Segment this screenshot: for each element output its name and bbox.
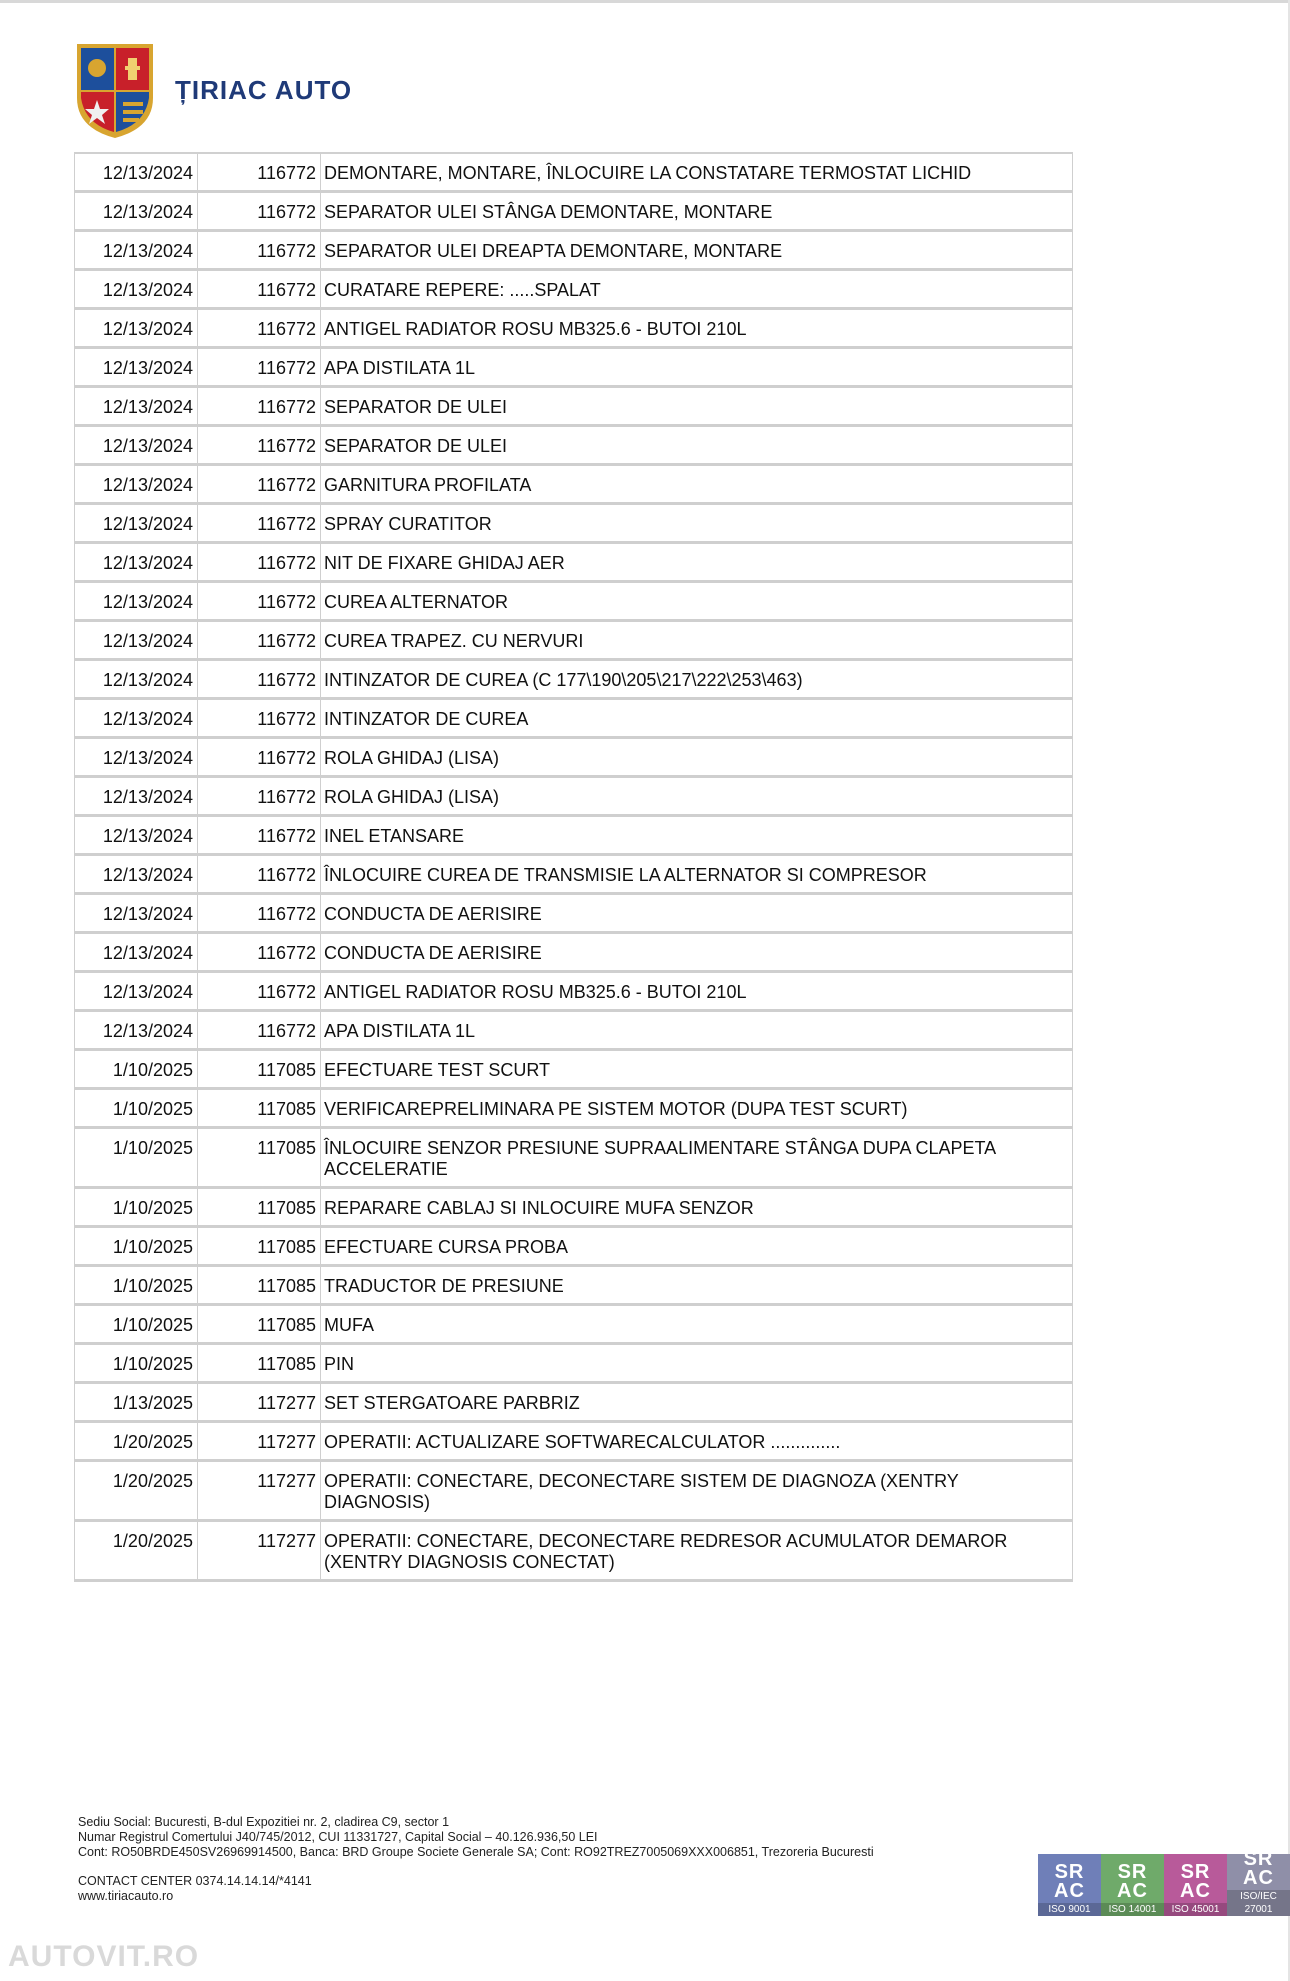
row-order-number: 116772 (198, 739, 321, 778)
row-description: NIT DE FIXARE GHIDAJ AER (321, 544, 1073, 583)
table-row (74, 1189, 1073, 1228)
table-row (74, 152, 1073, 193)
row-order-number: 116772 (198, 349, 321, 388)
row-date: 12/13/2024 (74, 466, 198, 505)
row-order-number: 117085 (198, 1306, 321, 1345)
table-row (74, 466, 1073, 505)
row-date: 12/13/2024 (74, 193, 198, 232)
row-order-number: 116772 (198, 310, 321, 349)
row-order-number: 116772 (198, 232, 321, 271)
table-row (74, 700, 1073, 739)
table-row (74, 271, 1073, 310)
footer (78, 1815, 874, 1904)
cert-iso-text: ISO/IEC 27001 (1227, 1890, 1290, 1916)
row-date: 12/13/2024 (74, 739, 198, 778)
row-description: GARNITURA PROFILATA (321, 466, 1073, 505)
table-row (74, 232, 1073, 271)
row-date: 1/10/2025 (74, 1189, 198, 1228)
row-description: CUREA ALTERNATOR (321, 583, 1073, 622)
row-date: 12/13/2024 (74, 232, 198, 271)
cert-sr-text: SR (1243, 1848, 1274, 1870)
table-row (74, 1384, 1073, 1423)
row-order-number: 117085 (198, 1228, 321, 1267)
row-order-number: 116772 (198, 856, 321, 895)
watermark: AUTOVIT.RO (8, 1940, 200, 1973)
cert-ac-text: AC (1117, 1880, 1148, 1902)
table-row (74, 1306, 1073, 1345)
footer-contact-center: CONTACT CENTER 0374.14.14.14/*4141 (78, 1874, 312, 1888)
table-row (74, 1345, 1073, 1384)
row-description: APA DISTILATA 1L (321, 1012, 1073, 1051)
cert-iso-text: ISO 9001 (1038, 1903, 1101, 1916)
row-date: 1/13/2025 (74, 1384, 198, 1423)
table-row (74, 1462, 1073, 1522)
table-row (74, 895, 1073, 934)
table-row (74, 973, 1073, 1012)
row-date: 12/13/2024 (74, 505, 198, 544)
row-description: EFECTUARE TEST SCURT (321, 1051, 1073, 1090)
certification-badge (1038, 1854, 1101, 1916)
row-date: 12/13/2024 (74, 152, 198, 193)
row-description: DEMONTARE, MONTARE, ÎNLOCUIRE LA CONSTATARE TERMOSTAT LICHID (321, 152, 1073, 193)
table-row (74, 1522, 1073, 1582)
row-date: 12/13/2024 (74, 349, 198, 388)
row-date: 12/13/2024 (74, 661, 198, 700)
row-date: 1/10/2025 (74, 1051, 198, 1090)
row-description: INTINZATOR DE CUREA (321, 700, 1073, 739)
table-row (74, 193, 1073, 232)
row-order-number: 117277 (198, 1522, 321, 1582)
cert-sr-text: SR (1054, 1861, 1085, 1883)
service-items-table (74, 152, 1073, 1582)
table-row (74, 388, 1073, 427)
row-order-number: 116772 (198, 583, 321, 622)
row-order-number: 116772 (198, 934, 321, 973)
row-date: 12/13/2024 (74, 622, 198, 661)
row-order-number: 117085 (198, 1267, 321, 1306)
row-date: 12/13/2024 (74, 583, 198, 622)
row-order-number: 116772 (198, 152, 321, 193)
table-row (74, 427, 1073, 466)
row-date: 1/20/2025 (74, 1462, 198, 1522)
row-date: 12/13/2024 (74, 310, 198, 349)
row-order-number: 116772 (198, 661, 321, 700)
footer-bank-accounts: Cont: RO50BRDE450SV26969914500, Banca: BRD Groupe Societe Generale SA; Cont: RO92TREZ7005069XXX006851, Trezoreria Bucuresti (78, 1845, 874, 1859)
table-row (74, 1012, 1073, 1051)
row-date: 1/10/2025 (74, 1306, 198, 1345)
row-date: 12/13/2024 (74, 1012, 198, 1051)
footer-website[interactable]: www.tiriacauto.ro (78, 1889, 174, 1903)
row-date: 1/20/2025 (74, 1423, 198, 1462)
row-order-number: 117085 (198, 1051, 321, 1090)
row-description: EFECTUARE CURSA PROBA (321, 1228, 1073, 1267)
table-row (74, 505, 1073, 544)
row-description: REPARARE CABLAJ SI INLOCUIRE MUFA SENZOR (321, 1189, 1073, 1228)
row-date: 1/10/2025 (74, 1267, 198, 1306)
row-order-number: 116772 (198, 700, 321, 739)
row-order-number: 116772 (198, 622, 321, 661)
table-row (74, 1090, 1073, 1129)
row-date: 1/20/2025 (74, 1522, 198, 1582)
cert-iso-text: ISO 14001 (1101, 1903, 1164, 1916)
row-order-number: 116772 (198, 466, 321, 505)
cert-ac-text: AC (1054, 1880, 1085, 1902)
table-row (74, 739, 1073, 778)
row-date: 12/13/2024 (74, 817, 198, 856)
header (73, 38, 352, 142)
row-order-number: 116772 (198, 388, 321, 427)
row-date: 12/13/2024 (74, 778, 198, 817)
row-order-number: 117277 (198, 1384, 321, 1423)
table-row (74, 1051, 1073, 1090)
row-order-number: 117085 (198, 1189, 321, 1228)
table-row (74, 1228, 1073, 1267)
row-description: PIN (321, 1345, 1073, 1384)
row-order-number: 116772 (198, 778, 321, 817)
row-description: CONDUCTA DE AERISIRE (321, 934, 1073, 973)
cert-ac-text: AC (1180, 1880, 1211, 1902)
footer-address: Sediu Social: Bucuresti, B-dul Expozitiei nr. 2, cladirea C9, sector 1 (78, 1815, 450, 1829)
row-date: 12/13/2024 (74, 427, 198, 466)
row-description: SPRAY CURATITOR (321, 505, 1073, 544)
row-date: 12/13/2024 (74, 856, 198, 895)
row-description: ÎNLOCUIRE SENZOR PRESIUNE SUPRAALIMENTARE STÂNGA DUPA CLAPETA ACCELERATIE (321, 1129, 1073, 1189)
certification-badge (1164, 1854, 1227, 1916)
row-description: ÎNLOCUIRE CUREA DE TRANSMISIE LA ALTERNATOR SI COMPRESOR (321, 856, 1073, 895)
table-row (74, 778, 1073, 817)
row-date: 12/13/2024 (74, 388, 198, 427)
page-edge (0, 0, 1290, 3)
row-description: APA DISTILATA 1L (321, 349, 1073, 388)
table-row (74, 1423, 1073, 1462)
row-description: OPERATII: ACTUALIZARE SOFTWARECALCULATOR .............. (321, 1423, 1073, 1462)
row-date: 12/13/2024 (74, 700, 198, 739)
table-row (74, 1267, 1073, 1306)
row-description: CUREA TRAPEZ. CU NERVURI (321, 622, 1073, 661)
row-description: TRADUCTOR DE PRESIUNE (321, 1267, 1073, 1306)
row-order-number: 117085 (198, 1345, 321, 1384)
row-description: SEPARATOR DE ULEI (321, 388, 1073, 427)
tiriac-shield-logo (73, 40, 157, 140)
row-description: SEPARATOR ULEI DREAPTA DEMONTARE, MONTARE (321, 232, 1073, 271)
certification-badges (1038, 1848, 1290, 1916)
row-description: CURATARE REPERE: .....SPALAT (321, 271, 1073, 310)
row-order-number: 116772 (198, 271, 321, 310)
row-date: 1/10/2025 (74, 1129, 198, 1189)
row-date: 12/13/2024 (74, 271, 198, 310)
row-order-number: 116772 (198, 193, 321, 232)
row-date: 12/13/2024 (74, 973, 198, 1012)
brand-name: ȚIRIAC AUTO (175, 74, 353, 105)
row-description: MUFA (321, 1306, 1073, 1345)
row-description: INTINZATOR DE CUREA (C 177\190\205\217\222\253\463) (321, 661, 1073, 700)
table-row (74, 817, 1073, 856)
row-order-number: 117277 (198, 1462, 321, 1522)
row-order-number: 117085 (198, 1129, 321, 1189)
table-row (74, 661, 1073, 700)
row-date: 1/10/2025 (74, 1228, 198, 1267)
table-row (74, 349, 1073, 388)
row-order-number: 116772 (198, 505, 321, 544)
table-row (74, 583, 1073, 622)
table-row (74, 622, 1073, 661)
row-description: INEL ETANSARE (321, 817, 1073, 856)
cert-sr-text: SR (1117, 1861, 1148, 1883)
row-description: ROLA GHIDAJ (LISA) (321, 778, 1073, 817)
row-description: ROLA GHIDAJ (LISA) (321, 739, 1073, 778)
table-row (74, 856, 1073, 895)
row-order-number: 116772 (198, 817, 321, 856)
row-description: CONDUCTA DE AERISIRE (321, 895, 1073, 934)
table-row (74, 1129, 1073, 1189)
row-date: 12/13/2024 (74, 544, 198, 583)
certification-badge (1101, 1854, 1164, 1916)
row-description: OPERATII: CONECTARE, DECONECTARE REDRESOR ACUMULATOR DEMAROR (XENTRY DIAGNOSIS CONECTAT) (321, 1522, 1073, 1582)
row-order-number: 116772 (198, 544, 321, 583)
row-description: OPERATII: CONECTARE, DECONECTARE SISTEM DE DIAGNOZA (XENTRY DIAGNOSIS) (321, 1462, 1073, 1522)
row-description: ANTIGEL RADIATOR ROSU MB325.6 - BUTOI 210L (321, 973, 1073, 1012)
row-description: SEPARATOR DE ULEI (321, 427, 1073, 466)
row-description: SET STERGATOARE PARBRIZ (321, 1384, 1073, 1423)
row-order-number: 116772 (198, 1012, 321, 1051)
certification-badge (1227, 1848, 1290, 1916)
row-order-number: 117277 (198, 1423, 321, 1462)
row-order-number: 116772 (198, 895, 321, 934)
footer-registry: Numar Registrul Comertului J40/745/2012, CUI 11331727, Capital Social – 40.126.936,50 LEI (78, 1830, 598, 1844)
row-description: ANTIGEL RADIATOR ROSU MB325.6 - BUTOI 210L (321, 310, 1073, 349)
row-order-number: 116772 (198, 973, 321, 1012)
table-row (74, 310, 1073, 349)
row-order-number: 116772 (198, 427, 321, 466)
row-date: 1/10/2025 (74, 1345, 198, 1384)
table-row (74, 544, 1073, 583)
row-description: SEPARATOR ULEI STÂNGA DEMONTARE, MONTARE (321, 193, 1073, 232)
row-date: 1/10/2025 (74, 1090, 198, 1129)
row-description: VERIFICAREPRELIMINARA PE SISTEM MOTOR (DUPA TEST SCURT) (321, 1090, 1073, 1129)
table-row (74, 934, 1073, 973)
table-body (74, 152, 1073, 1582)
cert-iso-text: ISO 45001 (1164, 1903, 1227, 1916)
row-order-number: 117085 (198, 1090, 321, 1129)
row-date: 12/13/2024 (74, 895, 198, 934)
cert-sr-text: SR (1180, 1861, 1211, 1883)
row-date: 12/13/2024 (74, 934, 198, 973)
cert-ac-text: AC (1243, 1867, 1274, 1889)
